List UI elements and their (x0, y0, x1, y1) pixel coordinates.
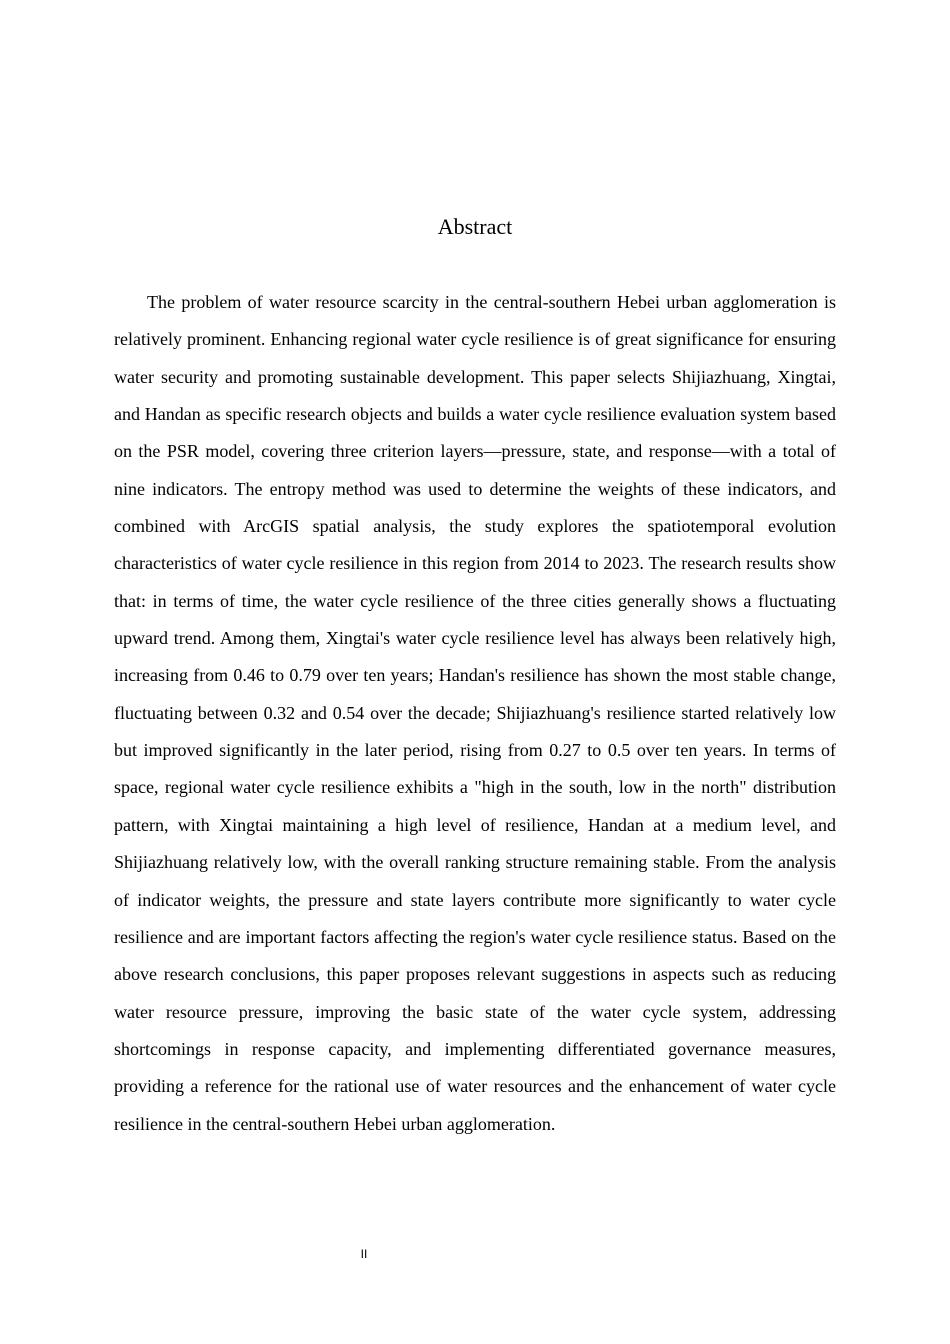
abstract-title: Abstract (437, 214, 513, 239)
abstract-body: The problem of water resource scarcity in the central-southern Hebei urban agglomeration is relatively prominent. Enhancing regional water cycle resilience is of great significance for ensuring water security and promoting sustainable development. This paper selects Shijiazhuang, Xingtai, and Handan as specific research objects and builds a water cycle resilience evaluation system based on the PSR model, covering three criterion layers—pressure, state, and response—with a total of nine indicators. The entropy method was used to determine the weights of these indicators, and combined with ArcGIS spatial analysis, the study explores the spatiotemporal evolution characteristics of water cycle resilience in this region from 2014 to 2023. The research results show that: in terms of time, the water cycle resilience of the three cities generally shows a fluctuating upward trend. Among them, Xingtai's water cycle resilience level has always been relatively high, increasing from 0.46 to 0.79 over ten years; Handan's resilience has shown the most stable change, fluctuating between 0.32 and 0.54 over the decade; Shijiazhuang's resilience started relatively low but improved significantly in the later period, rising from 0.27 to 0.5 over ten years. In terms of space, regional water cycle resilience exhibits a "high in the south, low in the north" distribution pattern, with Xingtai maintaining a high level of resilience, Handan at a medium level, and Shijiazhuang relatively low, with the overall ranking structure remaining stable. From the analysis of indicator weights, the pressure and state layers contribute more significantly to water cycle resilience and are important factors affecting the region's water cycle resilience status. Based on the above research conclusions, this paper proposes relevant suggestions in aspects such as reducing water resource pressure, improving the basic state of the water cycle system, addressing shortcomings in response capacity, and implementing differentiated governance measures, providing a reference for the rational use of water resources and the enhancement of water cycle resilience in the central-southern Hebei urban agglomeration. (114, 292, 836, 1134)
page-number: II (360, 1247, 368, 1261)
